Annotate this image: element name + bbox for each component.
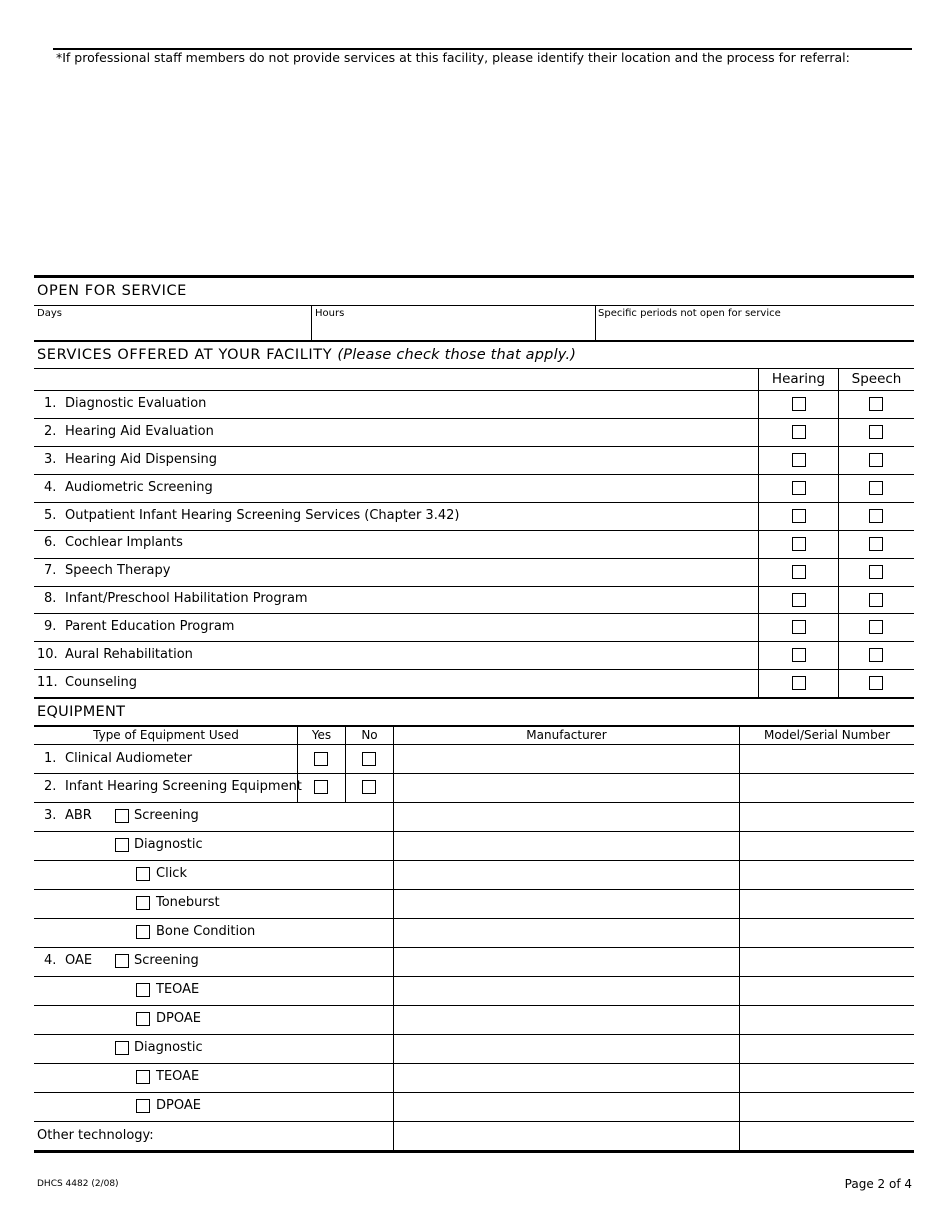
- col-hearing: Hearing: [771, 371, 826, 387]
- oae-diagnostic-dpoae-checkbox[interactable]: [136, 1099, 150, 1113]
- periods-field[interactable]: [597, 321, 913, 340]
- equipment-num: 4.: [44, 953, 57, 968]
- form-id: DHCS 4482 (2/08): [37, 1179, 119, 1189]
- oae-screening-checkbox[interactable]: [115, 954, 129, 968]
- oae-screening-dpoae-label: DPOAE: [156, 1011, 201, 1026]
- col-no: No: [361, 728, 378, 742]
- service-label: Outpatient Infant Hearing Screening Services (Chapter 3.42): [65, 508, 460, 523]
- equipment-title: EQUIPMENT: [37, 704, 126, 720]
- service-label: Counseling: [65, 675, 137, 690]
- days-label: Days: [37, 308, 62, 319]
- service-hearing-checkbox[interactable]: [792, 593, 806, 607]
- service-num: 7.: [44, 563, 57, 578]
- oae-diagnostic-checkbox[interactable]: [115, 1041, 129, 1055]
- service-speech-checkbox[interactable]: [869, 453, 883, 467]
- service-hearing-checkbox[interactable]: [792, 676, 806, 690]
- abr-label: ABR: [65, 808, 92, 823]
- service-speech-checkbox[interactable]: [869, 509, 883, 523]
- service-num: 6.: [44, 535, 57, 550]
- service-hearing-checkbox[interactable]: [792, 537, 806, 551]
- service-hearing-checkbox[interactable]: [792, 565, 806, 579]
- services-title-note: (Please check those that apply.): [337, 347, 577, 363]
- clinical-audiometer-no-checkbox[interactable]: [362, 752, 376, 766]
- oae-diagnostic-teoae-checkbox[interactable]: [136, 1070, 150, 1084]
- clinical-audiometer-yes-checkbox[interactable]: [314, 752, 328, 766]
- service-label: Diagnostic Evaluation: [65, 396, 207, 411]
- referral-answer-area[interactable]: [56, 70, 912, 270]
- equipment-num: 1.: [44, 751, 57, 766]
- abr-click-label: Click: [156, 866, 187, 881]
- col-yes: Yes: [311, 728, 332, 742]
- service-hearing-checkbox[interactable]: [792, 425, 806, 439]
- days-field[interactable]: [35, 321, 310, 340]
- referral-note: *If professional staff members do not provide services at this facility, please identify their location and the process for referral:: [56, 50, 850, 65]
- abr-screening-checkbox[interactable]: [115, 809, 129, 823]
- open-for-service-title: OPEN FOR SERVICE: [37, 283, 187, 299]
- col-manufacturer: Manufacturer: [526, 728, 607, 742]
- service-speech-checkbox[interactable]: [869, 565, 883, 579]
- service-label: Hearing Aid Dispensing: [65, 452, 217, 467]
- service-num: 2.: [44, 424, 57, 439]
- services-title: [37, 346, 576, 364]
- col-type: Type of Equipment Used: [93, 728, 239, 742]
- service-hearing-checkbox[interactable]: [792, 481, 806, 495]
- abr-diagnostic-checkbox[interactable]: [115, 838, 129, 852]
- service-label: Speech Therapy: [65, 563, 171, 578]
- page-number: Page 2 of 4: [844, 1177, 912, 1191]
- abr-click-checkbox[interactable]: [136, 867, 150, 881]
- infant-screening-yes-checkbox[interactable]: [314, 780, 328, 794]
- oae-label: OAE: [65, 953, 93, 968]
- other-technology-label: Other technology:: [37, 1128, 154, 1143]
- oae-diagnostic-teoae-label: TEOAE: [156, 1069, 200, 1084]
- service-num: 3.: [44, 452, 57, 467]
- service-speech-checkbox[interactable]: [869, 425, 883, 439]
- service-hearing-checkbox[interactable]: [792, 453, 806, 467]
- services-title-text: SERVICES OFFERED AT YOUR FACILITY: [37, 347, 333, 363]
- service-speech-checkbox[interactable]: [869, 537, 883, 551]
- service-speech-checkbox[interactable]: [869, 397, 883, 411]
- abr-bone-condition-label: Bone Condition: [156, 924, 256, 939]
- abr-screening-label: Screening: [134, 808, 199, 823]
- service-num: 8.: [44, 591, 57, 606]
- service-label: Audiometric Screening: [65, 480, 213, 495]
- service-label: Aural Rehabilitation: [65, 647, 193, 662]
- hours-label: Hours: [315, 308, 345, 319]
- service-hearing-checkbox[interactable]: [792, 620, 806, 634]
- service-speech-checkbox[interactable]: [869, 648, 883, 662]
- clinical-audiometer-label: Clinical Audiometer: [65, 751, 193, 766]
- equipment-num: 3.: [44, 808, 57, 823]
- abr-diagnostic-label: Diagnostic: [134, 837, 203, 852]
- oae-diagnostic-label: Diagnostic: [134, 1040, 203, 1055]
- service-num: 10.: [37, 647, 58, 662]
- service-label: Hearing Aid Evaluation: [65, 424, 214, 439]
- infant-screening-equipment-label: Infant Hearing Screening Equipment: [65, 779, 302, 794]
- service-hearing-checkbox[interactable]: [792, 509, 806, 523]
- oae-diagnostic-dpoae-label: DPOAE: [156, 1098, 201, 1113]
- service-num: 5.: [44, 508, 57, 523]
- service-num: 4.: [44, 480, 57, 495]
- service-label: Cochlear Implants: [65, 535, 183, 550]
- service-label: Parent Education Program: [65, 619, 235, 634]
- abr-toneburst-label: Toneburst: [156, 895, 220, 910]
- oae-screening-label: Screening: [134, 953, 199, 968]
- abr-toneburst-checkbox[interactable]: [136, 896, 150, 910]
- service-num: 1.: [44, 396, 57, 411]
- oae-screening-teoae-checkbox[interactable]: [136, 983, 150, 997]
- service-speech-checkbox[interactable]: [869, 481, 883, 495]
- service-speech-checkbox[interactable]: [869, 593, 883, 607]
- col-speech: Speech: [851, 371, 902, 387]
- hours-field[interactable]: [313, 321, 594, 340]
- service-hearing-checkbox[interactable]: [792, 648, 806, 662]
- infant-screening-no-checkbox[interactable]: [362, 780, 376, 794]
- abr-bone-condition-checkbox[interactable]: [136, 925, 150, 939]
- service-speech-checkbox[interactable]: [869, 620, 883, 634]
- service-num: 11.: [37, 675, 58, 690]
- service-hearing-checkbox[interactable]: [792, 397, 806, 411]
- oae-screening-dpoae-checkbox[interactable]: [136, 1012, 150, 1026]
- oae-screening-teoae-label: TEOAE: [156, 982, 200, 997]
- equipment-num: 2.: [44, 779, 57, 794]
- col-model: Model/Serial Number: [763, 728, 891, 742]
- service-num: 9.: [44, 619, 57, 634]
- periods-label: Specific periods not open for service: [598, 308, 781, 319]
- service-label: Infant/Preschool Habilitation Program: [65, 591, 308, 606]
- service-speech-checkbox[interactable]: [869, 676, 883, 690]
